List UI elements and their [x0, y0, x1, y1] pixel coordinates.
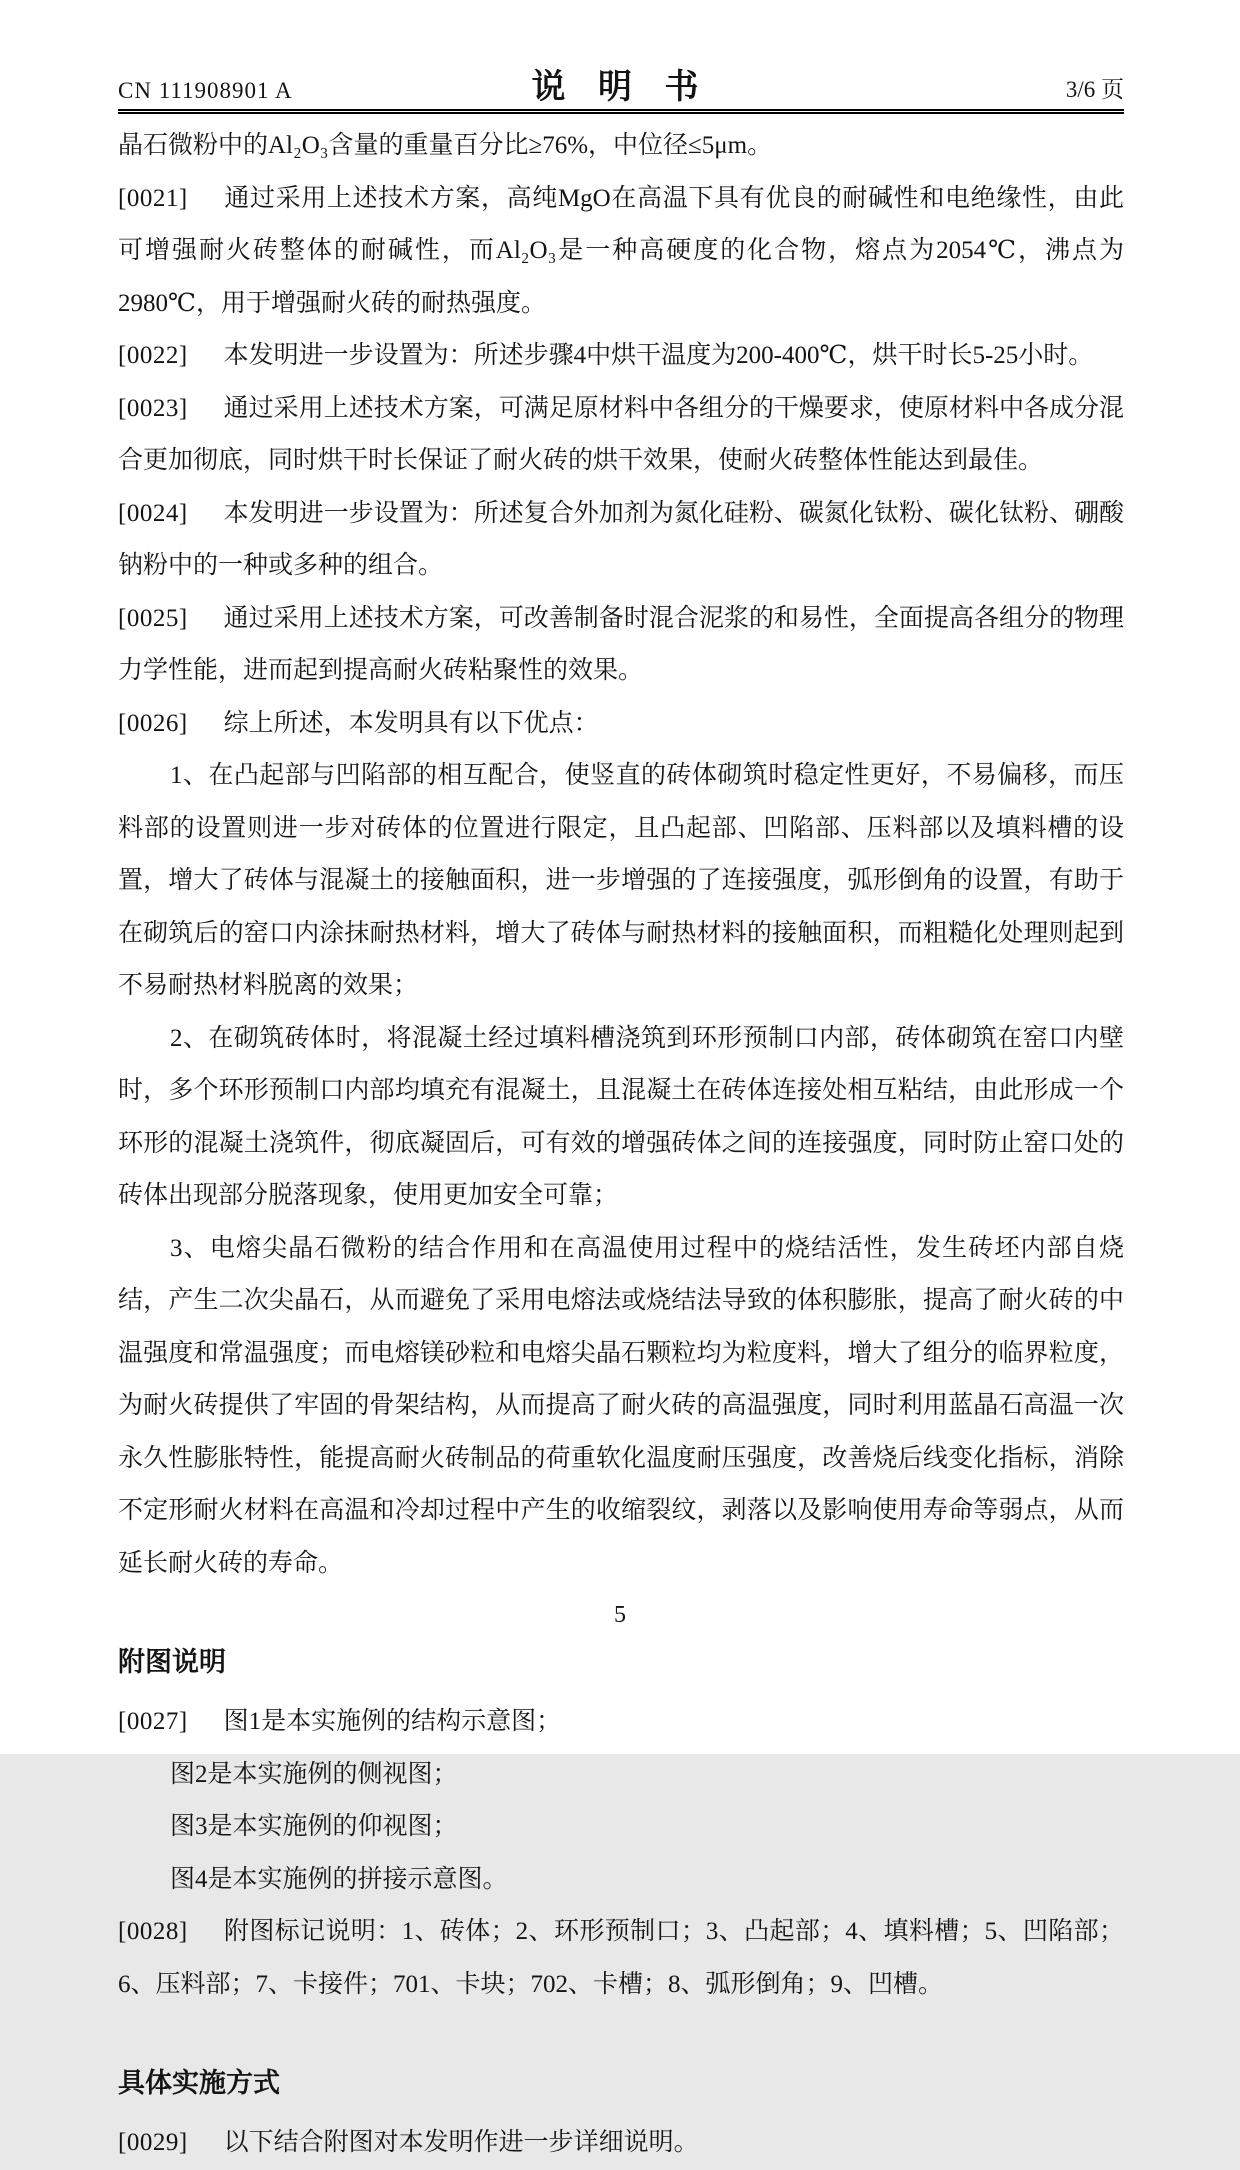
paragraph-text: 通过采用上述技术方案，可改善制备时混合泥浆的和易性，全面提高各组分的物理力学性能，进而起到提高耐火砖粘聚性的效果。: [118, 604, 1124, 684]
paragraph-text: 本发明进一步设置为：所述复合外加剂为氮化硅粉、碳氮化钛粉、碳化钛粉、硼酸钠粉中的一种或多种的组合。: [118, 499, 1124, 579]
paragraph: [118, 1223, 1124, 1591]
header-rule: [118, 109, 1124, 114]
numbered-paragraph: [118, 173, 1124, 331]
paragraph-tag: [0024]: [118, 499, 188, 527]
paragraph: [118, 750, 1124, 1013]
paragraph-tag: [0027]: [118, 1708, 188, 1735]
paragraph-text: 图2是本实施例的侧视图；: [170, 1760, 458, 1788]
paragraph-tag: [0028]: [118, 1918, 188, 1945]
paragraph-text: 通过采用上述技术方案，可满足原材料中各组分的干燥要求，使原材料中各成分混合更加彻底，同时烘干时长保证了耐火砖的烘干效果，使耐火砖整体性能达到最佳。: [118, 394, 1124, 474]
numbered-paragraph: [118, 698, 1124, 751]
paragraph-tag: [0029]: [118, 2129, 188, 2156]
paragraph: [118, 120, 1124, 173]
paragraph-text: 通过采用上述技术方案，高纯MgO在高温下具有优良的耐碱性和电绝缘性，由此可增强耐火砖整体的耐碱性，而Al₂O₃是一种高硬度的化合物，熔点为2054℃，沸点为2980℃，用于增强耐火砖的耐热强度。: [118, 184, 1124, 317]
paragraph-text: 本发明进一步设置为：所述步骤4中烘干温度为200-400℃，烘干时长5-25小时。: [223, 342, 1094, 369]
page-number: 5: [614, 1602, 626, 1628]
paragraph-text: 具体实施方式: [118, 2068, 280, 2098]
paragraph: [118, 1854, 1124, 1907]
paragraph-tag: [0023]: [118, 394, 188, 422]
paragraph-tag: [0025]: [118, 604, 188, 632]
paragraph-text: 2、在砌筑砖体时，将混凝土经过填料槽浇筑到环形预制口内部，砖体砌筑在窑口内壁时，多个环形预制口内部均填充有混凝土，且混凝土在砖体连接处相互粘结，由此形成一个环形的混凝土浇筑件，彻底凝固后，可有效的增强砖体之间的连接强度，同时防止窑口处的砖体出现部分脱落现象，使用更加安全可靠；: [118, 1024, 1124, 1209]
paragraph-text: 1、在凸起部与凹陷部的相互配合，使竖直的砖体砌筑时稳定性更好，不易偏移，而压料部的设置则进一步对砖体的位置进行限定，且凸起部、凹陷部、压料部以及填料槽的设置，增大了砖体与混凝土的接触面积，进一步增强的了连接强度，弧形倒角的设置，有助于在砌筑后的窑口内涂抹耐热材料，增大了砖体与耐热材料的接触面积，而粗糙化处理则起到不易耐热材料脱离的效果；: [118, 762, 1124, 999]
paragraph-text: 以下结合附图对本发明作进一步详细说明。: [223, 2129, 699, 2156]
page-footer: [0, 1602, 1240, 1629]
numbered-paragraph: [118, 1696, 1124, 1749]
numbered-paragraph: [118, 593, 1124, 698]
document-body: [118, 120, 1124, 2170]
paragraph-tag: [0021]: [118, 184, 188, 212]
paragraph-text: 图4是本实施例的拼接示意图。: [170, 1865, 508, 1893]
paragraph-text: 综上所述，本发明具有以下优点：: [223, 709, 599, 737]
numbered-paragraph: [118, 330, 1124, 383]
paragraph-text: 晶石微粉中的Al₂O₃含量的重量百分比≥76%，中位径≤5μm。: [118, 132, 773, 159]
page-indicator: 3/6 页: [1065, 77, 1124, 102]
document-title: 说 明 书: [531, 69, 711, 106]
numbered-paragraph: [118, 488, 1124, 593]
numbered-paragraph: [118, 1906, 1124, 2011]
numbered-paragraph: [118, 2117, 1124, 2170]
paragraph-text: 附图标记说明：1、砖体；2、环形预制口；3、凸起部；4、填料槽；5、凹陷部；6、压料部；7、卡接件；701、卡块；702、卡槽；8、弧形倒角；9、凹槽。: [118, 1918, 1124, 1998]
numbered-paragraph: [118, 383, 1124, 488]
paragraph: [118, 1801, 1124, 1854]
paragraph-tag: [0022]: [118, 342, 188, 369]
patent-number: CN 111908901 A: [118, 78, 293, 103]
paragraph: [118, 1749, 1124, 1802]
paragraph-text: 3、电熔尖晶石微粉的结合作用和在高温使用过程中的烧结活性，发生砖坯内部自烧结，产生二次尖晶石，从而避免了采用电熔法或烧结法导致的体积膨胀，提高了耐火砖的中温强度和常温强度；而电熔镁砂粒和电熔尖晶石颗粒均为粒度料，增大了组分的临界粒度，为耐火砖提供了牢固的骨架结构，从而提高了耐火砖的高温强度，同时利用蓝晶石高温一次永久性膨胀特性，能提高耐火砖制品的荷重软化温度耐压强度，改善烧后线变化指标，消除不定形耐火材料在高温和冷却过程中产生的收缩裂纹，剥落以及影响使用寿命等弱点，从而延长耐火砖的寿命。: [118, 1234, 1124, 1577]
paragraph: [118, 1013, 1124, 1223]
page-header: [118, 70, 1124, 104]
paragraph-text: 图1是本实施例的结构示意图；: [223, 1708, 562, 1735]
paragraph-text: 图3是本实施例的仰视图；: [170, 1813, 458, 1840]
section-heading: [118, 1636, 1124, 1688]
paragraph-tag: [0026]: [118, 709, 188, 737]
paragraph-text: 附图说明: [118, 1647, 226, 1677]
section-heading: [118, 2057, 1124, 2109]
